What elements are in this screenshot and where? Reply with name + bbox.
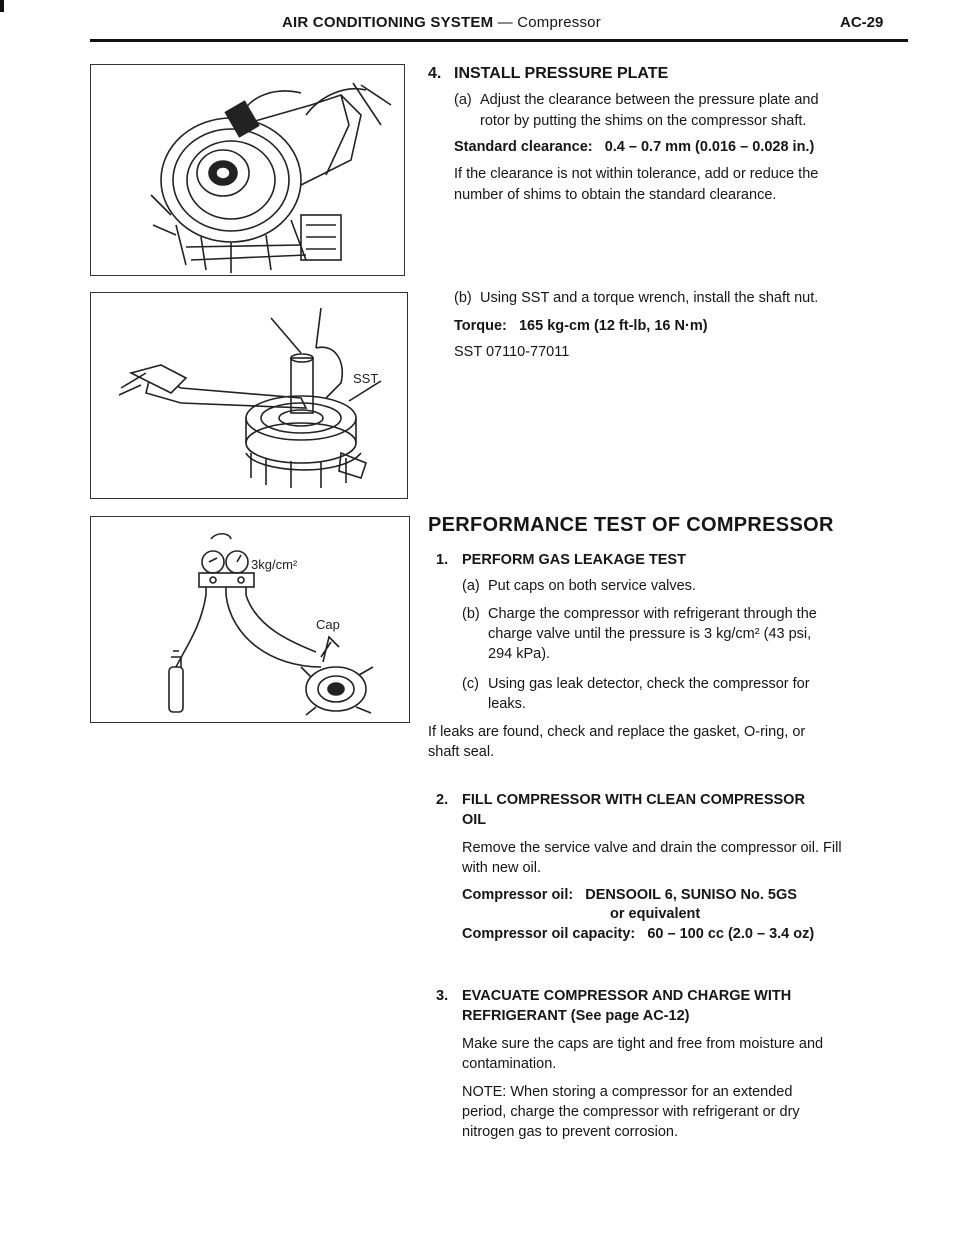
clearance-value: 0.4 – 0.7 mm (0.016 – 0.028 in.) — [604, 139, 815, 155]
clearance-note-line1: If the clearance is not within tolerance, add or reduce the — [454, 166, 819, 182]
cap-label: Cap — [316, 617, 340, 632]
step-1b-line2: charge valve until the pressure is 3 kg/cm² (43 psi, — [488, 626, 812, 642]
step-2-title-line1: FILL COMPRESSOR WITH CLEAN COMPRESSOR — [462, 792, 805, 808]
step-4-number: 4. — [428, 65, 442, 82]
figure-leak-test — [90, 516, 410, 723]
torque-value: 165 kg-cm (12 ft-lb, 16 N·m) — [518, 318, 708, 334]
leak-test-illustration — [91, 517, 409, 722]
oil-capacity-value: 60 – 100 cc (2.0 – 3.4 oz) — [647, 926, 815, 942]
step-4b — [454, 290, 818, 306]
oil-spec — [462, 886, 797, 924]
step-1c-line2: leaks. — [488, 696, 526, 712]
step-3-note-line2: period, charge the compressor with refrigerant or dry — [462, 1104, 800, 1120]
step-3-note-line1: NOTE: When storing a compressor for an extended — [462, 1084, 793, 1100]
step-3-note — [462, 1082, 912, 1142]
step-1-number: 1. — [436, 552, 449, 568]
step-1-title: PERFORM GAS LEAKAGE TEST — [462, 552, 686, 568]
step-1c-tag: (c) — [462, 676, 479, 692]
clearance-spec — [454, 139, 814, 155]
step-1b-tag: (b) — [462, 606, 480, 622]
sst-number: SST 07110-77011 — [454, 344, 570, 360]
header-subtitle: Compressor — [517, 14, 601, 31]
pressure-plate-illustration — [91, 65, 404, 275]
oil-capacity-spec — [462, 926, 814, 942]
torque-spec — [454, 318, 708, 334]
header-rule — [90, 39, 908, 42]
header-dash: — — [493, 14, 518, 31]
step-2-heading — [436, 790, 805, 830]
step-4-heading — [428, 65, 668, 83]
step-2-text — [462, 838, 912, 878]
step-1c-line1: Using gas leak detector, check the compressor for — [488, 676, 810, 692]
step-1a-tag: (a) — [462, 578, 480, 594]
step-4b-text: Using SST and a torque wrench, install the shaft nut. — [480, 290, 819, 306]
step-1a-text: Put caps on both service valves. — [488, 578, 696, 594]
step-3-note-line3: nitrogen gas to prevent corrosion. — [462, 1124, 679, 1140]
oil-value-line1: DENSOOIL 6, SUNISO No. 5GS — [585, 887, 797, 903]
figure-pressure-plate — [90, 64, 405, 276]
oil-capacity-label: Compressor oil capacity: — [462, 926, 636, 942]
step-1c — [462, 674, 912, 714]
clearance-note-line2: number of shims to obtain the standard clearance. — [454, 187, 777, 203]
pressure-label: 3kg/cm² — [251, 557, 298, 572]
step-1b-line3: 294 kPa). — [488, 646, 551, 662]
page-corner-mark — [0, 0, 4, 12]
step-4b-tag: (b) — [454, 290, 472, 306]
step-2-title-line2: OIL — [462, 812, 487, 828]
oil-label: Compressor oil: — [462, 887, 574, 903]
header-title: AIR CONDITIONING SYSTEM — [282, 14, 494, 31]
step-1-note-line2: shaft seal. — [428, 744, 495, 760]
step-3-title-line2: REFRIGERANT (See page AC-12) — [462, 1008, 690, 1024]
step-3-text-line2: contamination. — [462, 1056, 557, 1072]
section-title-performance: PERFORMANCE TEST OF COMPRESSOR — [428, 514, 834, 536]
step-2-text-line1: Remove the service valve and drain the compressor oil. Fill — [462, 840, 842, 856]
step-1a — [462, 578, 696, 594]
step-3-heading — [436, 986, 791, 1026]
step-3-text-line1: Make sure the caps are tight and free from moisture and — [462, 1036, 824, 1052]
oil-value-line2: or equivalent — [610, 906, 701, 922]
step-1-note-line1: If leaks are found, check and replace the gasket, O-ring, or — [428, 724, 806, 740]
clearance-label: Standard clearance: — [454, 139, 593, 155]
step-4a-text2: rotor by putting the shims on the compressor shaft. — [480, 113, 807, 129]
step-4-title: INSTALL PRESSURE PLATE — [454, 65, 669, 82]
step-1-heading — [436, 552, 686, 568]
step-3-text — [462, 1034, 912, 1074]
step-1-note — [428, 722, 908, 762]
step-2-text-line2: with new oil. — [462, 860, 541, 876]
torque-label: Torque: — [454, 318, 507, 334]
page-header — [282, 14, 601, 31]
step-4a-text: Adjust the clearance between the pressure plate and — [480, 92, 819, 108]
page-number: AC-29 — [840, 14, 884, 31]
step-2-number: 2. — [436, 792, 449, 808]
sst-label: SST — [353, 371, 379, 386]
shaft-nut-illustration — [91, 293, 407, 498]
step-4a — [454, 90, 914, 132]
step-3-number: 3. — [436, 988, 449, 1004]
step-4a-tag: (a) — [454, 92, 472, 108]
step-1b-line1: Charge the compressor with refrigerant through the — [488, 606, 817, 622]
step-1b — [462, 604, 912, 664]
clearance-note — [454, 164, 914, 206]
figure-shaft-nut — [90, 292, 408, 499]
step-3-title-line1: EVACUATE COMPRESSOR AND CHARGE WITH — [462, 988, 792, 1004]
